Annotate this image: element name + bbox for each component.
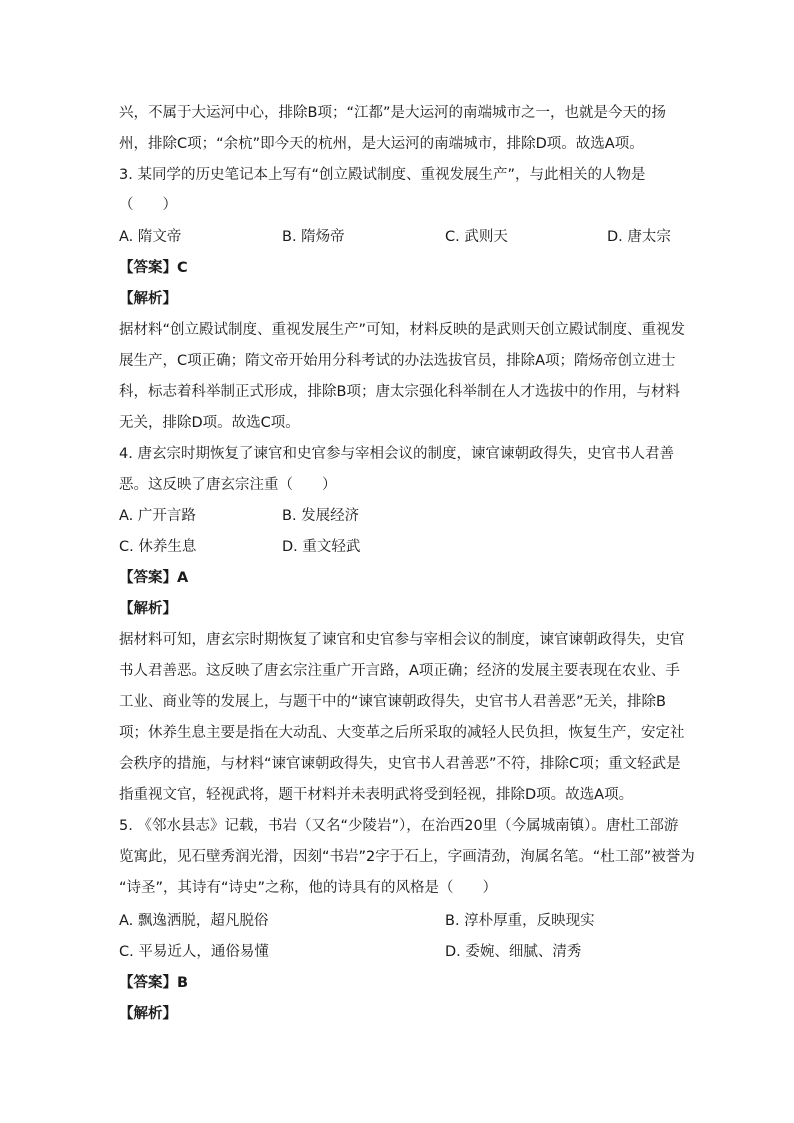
q3-stem: 3. 某同学的历史笔记本上写有“创立殿试制度、重视发展生产”，与此相关的人物是 (119, 167, 646, 183)
q3-answer: 【答案】C (119, 260, 188, 276)
q4-option-a: A. 广开言路 (119, 508, 196, 524)
q3-analysis-line: 无关，排除D项。故选C项。 (119, 415, 300, 431)
q4-analysis-line: 项；休养生息主要是指在大动乱、大变革之后所采取的减轻人民负担，恢复生产，安定社 (119, 725, 685, 741)
q5-stem-line-2: 览寓此，见石壁秀润光滑，因刻“书岩”2字于石上，字画清劲，洵属名笔。“杜工部”被誉为 (119, 849, 695, 865)
q3-option-b: B. 隋炀帝 (282, 229, 345, 245)
q4-analysis-line: 指重视文官，轻视武将，题干材料并未表明武将受到轻视，排除D项。故选A项。 (119, 787, 634, 803)
q4-stem: 4. 唐玄宗时期恢复了谏官和史官参与宰相会议的制度，谏官谏朝政得失，史官书人君善 (119, 446, 674, 462)
q2-analysis-line-2: 州，排除C项；“余杭”即今天的杭州，是大运河的南端城市，排除D项。故选A项。 (119, 136, 644, 152)
q2-analysis-line-1: 兴，不属于大运河中心，排除B项；“江都”是大运河的南端城市之一，也就是今天的扬 (119, 105, 666, 121)
q4-analysis-line: 工业、商业等的发展上，与题干中的“谏官谏朝政得失，史官书人君善恶”无关，排除B (119, 694, 666, 710)
q5-analysis-title: 【解析】 (119, 1006, 177, 1022)
q3-option-d: D. 唐太宗 (607, 229, 671, 245)
q4-analysis-title: 【解析】 (119, 601, 177, 617)
q3-option-a: A. 隋文帝 (119, 229, 182, 245)
q4-analysis-line: 会秩序的措施，与材料“谏官谏朝政得失，史官书人君善恶”不符，排除C项；重文轻武是 (119, 756, 681, 772)
q5-option-d: D. 委婉、细腻、清秀 (445, 944, 582, 960)
q3-analysis-line: 据材料“创立殿试制度、重视发展生产”可知，材料反映的是武则天创立殿试制度、重视发 (119, 322, 686, 338)
q4-option-c: C. 休养生息 (119, 539, 197, 555)
q3-stem-bracket: （ ） (119, 197, 177, 213)
q3-option-c: C. 武则天 (445, 229, 508, 245)
q5-option-b: B. 淳朴厚重，反映现实 (445, 913, 595, 929)
q5-answer: 【答案】B (119, 975, 189, 991)
q3-analysis-line: 展生产，C项正确；隋文帝开始用分科考试的办法选拔官员，排除A项；隋炀帝创立进士 (119, 353, 676, 369)
q4-analysis-line: 书人君善恶。这反映了唐玄宗注重广开言路，A项正确；经济的发展主要表现在农业、手 (119, 663, 680, 679)
q5-stem-line-3: “诗圣”，其诗有“诗史”之称，他的诗具有的风格是（ ） (119, 880, 498, 896)
q3-analysis-line: 科，标志着科举制正式形成，排除B项；唐太宗强化科举制在人才选拔中的作用，与材料 (119, 384, 680, 400)
q4-option-d: D. 重文轻武 (282, 539, 361, 555)
q4-stem-line-2: 恶。这反映了唐玄宗注重（ ） (119, 477, 337, 493)
q5-stem: 5. 《邻水县志》记载，书岩（又名“少陵岩”），在治西20里（今属城南镇）。唐杜工部游 (119, 818, 679, 834)
q3-analysis-title: 【解析】 (119, 291, 177, 307)
q5-option-a: A. 飘逸洒脱，超凡脱俗 (119, 913, 269, 929)
q4-option-b: B. 发展经济 (282, 508, 360, 524)
q4-answer: 【答案】A (119, 570, 189, 586)
q5-option-c: C. 平易近人，通俗易懂 (119, 944, 269, 960)
q4-analysis-line: 据材料可知，唐玄宗时期恢复了谏官和史官参与宰相会议的制度，谏官谏朝政得失，史官 (119, 632, 685, 648)
